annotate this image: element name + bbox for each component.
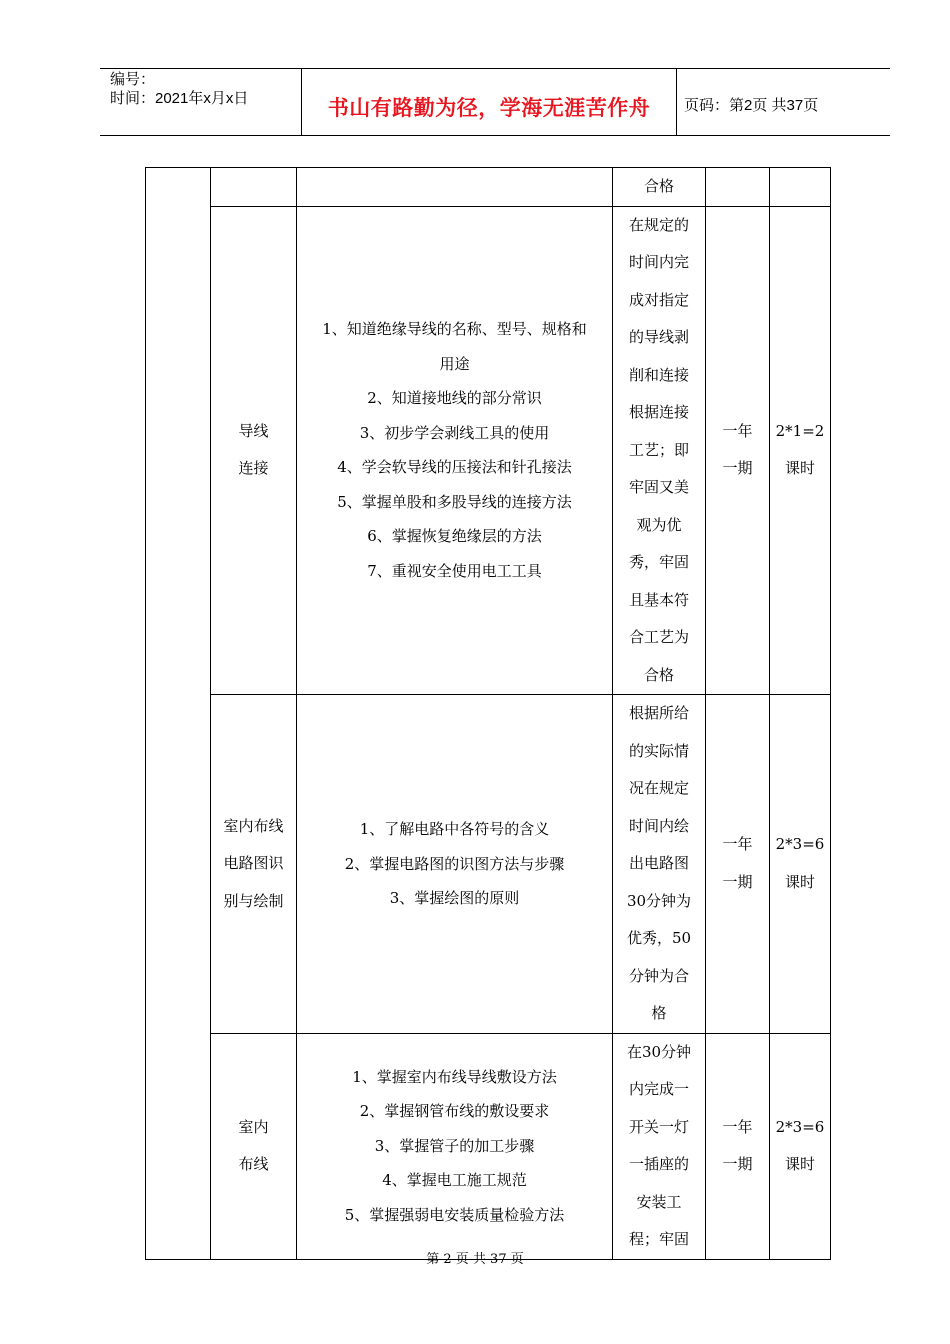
standard-line: 根据所给	[628, 704, 689, 722]
topic-line: 别与绘制	[223, 891, 284, 910]
standard-line: 一插座的	[628, 1155, 689, 1173]
standard-line: 削和连接	[628, 365, 689, 384]
topic-cell	[211, 206, 297, 695]
table-row	[146, 695, 831, 1034]
item-line: 3、掌握管子的加工步骤	[374, 1136, 535, 1155]
topic-cell	[211, 168, 297, 207]
item-line: 2、知道接地线的部分常识	[367, 389, 542, 408]
item-line: 4、学会软导线的压接法和针孔接法	[337, 458, 572, 477]
standard-line: 的实际情	[628, 741, 689, 760]
hours-line: 课时	[784, 459, 815, 478]
topic-cell	[211, 1033, 297, 1259]
page-footer: 第 2 页 共 37 页	[426, 1252, 524, 1267]
header-divider-right	[676, 68, 677, 135]
header-motto: 书山有路勤为径，学海无涯苦作舟	[327, 96, 651, 120]
standard-line: 合格	[643, 665, 674, 684]
standard-line: 成对指定	[628, 290, 689, 309]
standard-line: 牢固又美	[628, 478, 689, 496]
time-label: 时间：2021年x月x日	[110, 90, 249, 107]
items-cell	[297, 695, 613, 1034]
standard-line: 安装工	[636, 1192, 682, 1211]
standard-line: 工艺；即	[628, 440, 689, 459]
standard-line: 合格	[643, 177, 674, 195]
period-line: 一年	[722, 835, 753, 854]
period-line: 一年	[722, 1117, 753, 1136]
topic-line: 布线	[238, 1155, 269, 1173]
table-row	[146, 206, 831, 695]
standard-line: 时间内完	[628, 253, 689, 271]
serial-label: 编号：	[110, 71, 156, 88]
item-line: 2、掌握钢管布线的敷设要求	[359, 1102, 550, 1121]
standard-line: 内完成一	[628, 1080, 689, 1098]
topic-line: 导线	[238, 421, 269, 440]
standard-line: 分钟为合	[628, 966, 689, 985]
item-line: 2、掌握电路图的识图方法与步骤	[344, 854, 565, 873]
hours-cell	[770, 1033, 831, 1259]
hours-cell	[770, 206, 831, 695]
curriculum-table	[145, 167, 831, 1260]
item-line: 1、掌握室内布线导线敷设方法	[352, 1067, 557, 1086]
standard-line: 秀，牢固	[628, 553, 689, 571]
standard-line: 30分钟为	[626, 891, 692, 910]
standard-line: 且基本符	[628, 590, 689, 609]
item-line: 1、知道绝缘导线的名称、型号、规格和	[322, 320, 587, 339]
hours-line: 2*3=6	[775, 1117, 825, 1136]
item-line: 7、重视安全使用电工工具	[367, 561, 542, 580]
item-line: 1、了解电路中各符号的含义	[359, 820, 550, 838]
hours-line: 2*1=2	[775, 421, 825, 440]
hours-cell	[770, 168, 831, 207]
topic-cell	[211, 695, 297, 1034]
topic-line: 室内布线	[223, 816, 284, 835]
period-cell	[706, 695, 770, 1034]
standard-cell	[613, 206, 706, 695]
period-cell	[706, 1033, 770, 1259]
standard-line: 格	[651, 1004, 667, 1022]
period-line: 一年	[722, 421, 753, 440]
table-row	[146, 168, 831, 207]
item-line: 4、掌握电工施工规范	[382, 1171, 527, 1190]
standard-line: 出电路图	[628, 854, 689, 872]
period-cell	[706, 168, 770, 207]
item-line: 6、掌握恢复绝缘层的方法	[367, 527, 542, 546]
items-cell	[297, 168, 613, 207]
topic-line: 电路图识	[223, 854, 284, 872]
period-line: 一期	[722, 872, 753, 891]
hours-line: 2*3=6	[775, 835, 825, 854]
standard-cell	[613, 695, 706, 1034]
hours-cell	[770, 695, 831, 1034]
item-line: 5、掌握单股和多股导线的连接方法	[337, 492, 572, 511]
standard-line: 在30分钟	[626, 1042, 692, 1061]
standard-line: 根据连接	[628, 403, 689, 421]
period-line: 一期	[722, 459, 753, 478]
standard-line: 在规定的	[628, 215, 689, 234]
header-top-rule	[100, 68, 890, 69]
standard-line: 时间内绘	[628, 816, 689, 835]
topic-line: 室内	[238, 1117, 269, 1136]
category-cell	[146, 168, 211, 1260]
standard-cell	[613, 168, 706, 207]
standard-line: 合工艺为	[628, 628, 689, 646]
standard-cell	[613, 1033, 706, 1259]
standard-line: 优秀，50	[626, 929, 692, 947]
items-cell	[297, 1033, 613, 1259]
item-line: 3、初步学会剥线工具的使用	[359, 423, 550, 442]
hours-line: 课时	[784, 872, 815, 891]
hours-line: 课时	[784, 1155, 815, 1173]
period-line: 一期	[722, 1155, 753, 1173]
standard-line: 开关一灯	[628, 1117, 689, 1136]
item-line: 3、掌握绘图的原则	[389, 889, 520, 907]
topic-line: 连接	[238, 459, 269, 478]
header-page-info: 页码：第2页 共37页	[684, 97, 819, 114]
period-cell	[706, 206, 770, 695]
header-meta	[110, 70, 248, 108]
standard-line: 况在规定	[628, 779, 689, 797]
table-row	[146, 1033, 831, 1259]
items-cell	[297, 206, 613, 695]
header-bottom-rule	[100, 135, 890, 136]
item-line: 用途	[439, 354, 470, 373]
standard-line: 程；牢固	[628, 1230, 689, 1248]
standard-line: 的导线剥	[628, 328, 689, 346]
item-line: 5、掌握强弱电安装质量检验方法	[344, 1205, 565, 1224]
standard-line: 观为优	[636, 515, 682, 534]
